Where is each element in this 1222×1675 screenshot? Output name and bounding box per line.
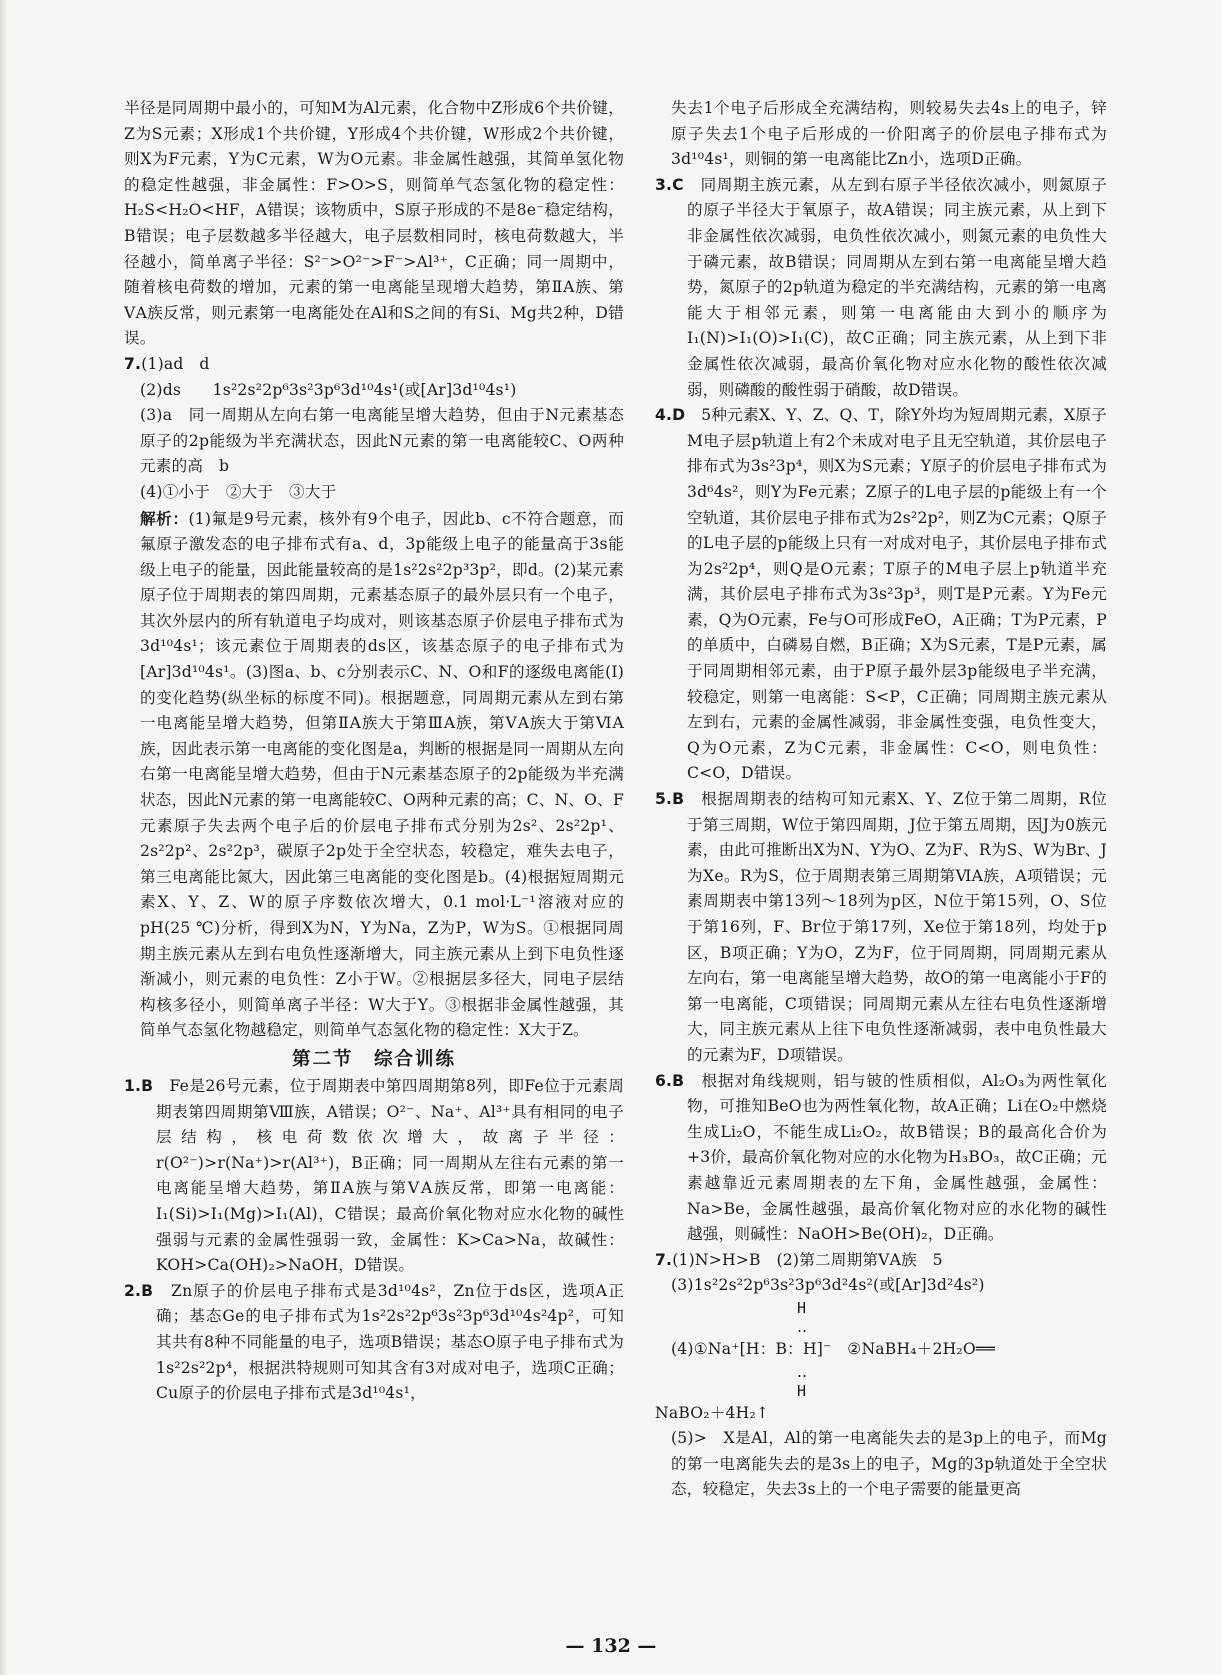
answer-7-4: (4)①小于 ②大于 ③大于 <box>140 482 337 501</box>
answer-7 <box>655 1248 1107 1274</box>
answer-6 <box>655 1069 1107 1248</box>
lewis-structure-bottom <box>655 1363 1107 1401</box>
answer-4 <box>655 403 1107 787</box>
answer-number: 2.B <box>124 1281 154 1300</box>
answer-7-3: (3)a 同一周期从左向右第一电离能呈增大趋势，但由于N元素基态原子的2p能级为半充满状态，因此N元素的第一电离能较C、O两种元素的高 b <box>140 406 624 476</box>
answer-5 <box>655 787 1107 1069</box>
answer-7-2: (2)ds 1s²2s²2p⁶3s²3p⁶3d¹⁰4s¹(或[Ar]3d¹⁰4s¹) <box>140 380 517 399</box>
lewis-dots-top: ‥ <box>797 1317 808 1336</box>
page-number: — 132 — <box>565 1635 657 1657</box>
answer-number: 7. <box>655 1250 673 1269</box>
answer-2 <box>124 1279 624 1407</box>
lewis-structure <box>655 1299 1107 1337</box>
answer-text: (1)N>H>B (2)第二周期第ⅤA族 5 <box>672 1250 943 1269</box>
explanation-label: 解析： <box>140 508 189 528</box>
explanation-text: (1)氟是9号元素，核外有9个电子，因此b、c不符合题意，而氟原子激发态的电子排布式有a、d，3p能级上电子的能量高于3s能级上电子的能量，因此能量较高的是1s²2s²2p³3p²，即d。(2)某元素原子位于周期表的第四周期，元素基态原子的最外层只有一个电子，其次外层内的所有轨道电子均成对，则该基态原子价层电子排布式为3d¹⁰4s¹；该元素位于周期表的ds区，该基态原子的电子排布式为[Ar]3d¹⁰4s¹。(3)图a、b、c分别表示C、N、O和F的逐级电离能(I)的变化趋势(纵坐标的标度不同)。根据题意，同周期元素从左到右第一电离能呈增大趋势，但第ⅡA族大于第ⅢA族，第ⅤA族大于第ⅥA族，因此表示第一电离能的变化图是a，判断的根据是同一周期从左向右第一电离能呈增大趋势，但由于N元素基态原子的2p能级为半充满状态，因此N元素的第一电离能较C、O两种元素的高；C、N、O、F元素原子失去两个电子后的价层电子排布式分别为2s²、2s²2p¹、2s²2p²、2s²2p³，碳原子2p处于全空状态，较稳定，难失去电子，第三电离能比氮大，因此第三电离能的变化图是b。(4)根据短周期元素X、Y、Z、W的原子序数依次增大，0.1 mol·L⁻¹溶液对应的pH(25 ℃)分析，得到X为N，Y为Na，Z为P，W为S。①根据同周期主族元素从左到右电负性逐渐增大，同主族元素从上到下电负性逐渐减小，则元素的电负性：Z小于W。②根据层多径大，同电子层结构核多径小，则简单离子半径：W大于Y。③根据非金属性越强，其简单气态氢化物越稳定，则简单气态氢化物的稳定性：X大于Z。 <box>140 509 624 1040</box>
answer-text: 同周期主族元素，从左到右原子半径依次减小，则氮原子的原子半径大于氧原子，故A错误；同主族元素，从上到下非金属性依次减弱，电负性依次减小，则氮元素的电负性大于磷元素，故B错误；同周期从左到右第一电离能呈增大趋势，氮原子的2p轨道为稳定的半充满结构，元素的第一电离能大于相邻元素，则第一电离能由大到小的顺序为I₁(N)>I₁(O)>I₁(C)，故C正确；同主族元素，从上到下非金属性依次减弱，最高价氧化物对应水化物的酸性依次减弱，则磷酸的酸性弱于硝酸，故D错误。 <box>687 175 1107 399</box>
answer-3 <box>655 173 1107 403</box>
lewis-h-top: H <box>797 1298 807 1317</box>
paragraph: 半径是同周期中最小的，可知M为Al元素，化合物中Z形成6个共价键，Z为S元素；X形成1个共价键，Y形成4个共价键，W形成2个共价键，则X为F元素，Y为C元素，W为O元素。非金属性越强，其简单氢化物的稳定性越强，非金属性：F>O>S，则简单气态氢化物的稳定性：H₂S<H₂O<HF，A错误；该物质中，S原子形成的不是8e⁻稳定结构，B错误；电子层数越多半径越大，电子层数相同时，核电荷数越大，半径越小，简单离子半径：S²⁻>O²⁻>F⁻>Al³⁺，C正确；同一周期中，随着核电荷数的增加，元素的第一电离能呈现增大趋势，第ⅡA族、第ⅤA族反常，则元素第一电离能处在Al和S之间的有Si、Mg共2种，D错误。 <box>124 99 624 348</box>
answer-text: (1)ad d <box>141 354 210 373</box>
scan-edge <box>0 0 8 1675</box>
paragraph: 失去1个电子后形成全充满结构，则较易失去4s上的电子，锌原子失去1个电子后形成的一价阳离子的价层电子排布式为3d¹⁰4s¹，则铜的第一电离能比Zn小，选项D正确。 <box>671 99 1107 169</box>
lewis-h-bottom: H <box>797 1381 807 1400</box>
answer-text: Zn原子的价层电子排布式是3d¹⁰4s²，Zn位于ds区，选项A正确；基态Ge的电子排布式为1s²2s²2p⁶3s²3p⁶3d¹⁰4s²4p²，可知其共有8种不同能量的电子，选项B错误；基态O原子电子排布式为1s²2s²2p⁴，根据洪特规则可知其含有3对成对电子，选项C正确；Cu原子的价层电子排布式是3d¹⁰4s¹， <box>156 1281 625 1403</box>
equation-continuation: NaBO₂＋4H₂↑ <box>655 1403 770 1422</box>
section-title: 第二节 综合训练 <box>291 1048 456 1070</box>
answer-number: 4.D <box>655 406 686 425</box>
answer-number: 6.B <box>655 1071 685 1090</box>
answer-number: 5.B <box>655 790 685 809</box>
answer-number: 7. <box>124 354 142 373</box>
left-column <box>124 96 624 1407</box>
answer-number: 1.B <box>124 1076 154 1095</box>
answer-text: Fe是26号元素，位于周期表中第四周期第8列，即Fe位于元素周期表第四周期第Ⅷ族，A错误；O²⁻、Na⁺、Al³⁺具有相同的电子层结构，核电荷数依次增大，故离子半径：r(O²⁻)>r(Na⁺)>r(Al³⁺)，B正确；同一周期从左往右元素的第一电离能呈增大趋势，第ⅡA族与第ⅤA族反常，即第一电离能：I₁(Si)>I₁(Mg)>I₁(Al)，C错误；最高价氧化物对应水化物的碱性强弱与元素的金属性强弱一致，金属性：K>Ca>Na，故碱性：KOH>Ca(OH)₂>NaOH，D错误。 <box>156 1076 624 1275</box>
answer-7-5: (5)> X是Al，Al的第一电离能失去的是3p上的电子，而Mg的第一电离能失去的是3s上的电子，Mg的3p轨道处于全空状态，较稳定，失去3s上的一个电子需要的能量更高 <box>671 1429 1107 1499</box>
answer-text: 根据对角线规则，铝与铍的性质相似，Al₂O₃为两性氧化物，可推知BeO也为两性氧化物，故A正确；Li在O₂中燃烧生成Li₂O，不能生成Li₂O₂，故B错误；B的最高化合价为+3价，最高价氧化物对应的水化物为H₃BO₃，故C正确；元素越靠近元素周期表的左下角，金属性越强，金属性：Na>Be，金属性越强，最高价氧化物对应的水化物的碱性越强，则碱性：NaOH>Be(OH)₂，D正确。 <box>687 1071 1108 1244</box>
explanation <box>124 506 624 1044</box>
answer-number: 3.C <box>655 175 684 194</box>
answer-text: 根据周期表的结构可知元素X、Y、Z位于第二周期，R位于第三周期，W位于第四周期，J位于第五周期，因J为0族元素，由此可推断出X为N、Y为O、Z为F、R为S、W为Br、J为Xe。R为S，位于周期表第三周期第ⅥA族，A项错误；元素周期表中第13列～18列为p区，N位于第15列，O、S位于第16列，F、Br位于第17列，Xe位于第18列，均处于p区，B项正确；Y为O，Z为F，位于同周期，同周期元素从左向右，第一电离能呈增大趋势，故O的第一电离能小于F的第一电离能，C项错误；同周期元素从左往右电负性逐渐增大，同主族元素从上往下电负性逐渐减弱，表中电负性最大的元素为F，D项错误。 <box>687 790 1108 1064</box>
right-column <box>655 96 1107 1503</box>
answer-7 <box>124 352 624 378</box>
lewis-dots-bottom: ‥ <box>797 1362 808 1381</box>
answer-1 <box>124 1074 624 1279</box>
answer-7-3: (3)1s²2s²2p⁶3s²3p⁶3d²4s²(或[Ar]3d²4s²) <box>671 1276 985 1295</box>
answer-7-4: (4)①Na⁺[H：B：H]⁻ ②NaBH₄＋2H₂O══ <box>671 1339 996 1358</box>
answer-text: 5种元素X、Y、Z、Q、T，除Y外均为短周期元素，X原子M电子层p轨道上有2个未成对电子且无空轨道，其价层电子排布式为3s²3p⁴，则X为S元素；Y原子的价层电子排布式为3d⁶4s²，则Y为Fe元素；Z原子的L电子层的p能级上有一个空轨道，其价层电子排布式为2s²2p²，则Z为C元素；Q原子的L电子层的p能级上只有一对成对电子，其价层电子排布式为2s²2p⁴，则Q是O元素；T原子的M电子层上p轨道半充满，其价层电子排布式为3s²3p³，则T是P元素。Y为Fe元素，Q为O元素，Fe与O可形成FeO，A正确；T为P元素，P的单质中，白磷易自燃，B正确；X为S元素，T是P元素，属于同周期相邻元素，由于P原子最外层3p能级电子半充满，较稳定，则第一电离能：S<P，C正确；同周期主族元素从左到右，元素的金属性减弱，非金属性变强，电负性变大，Q为O元素，Z为C元素，非金属性：C<O，则电负性：C<O，D错误。 <box>687 406 1107 783</box>
